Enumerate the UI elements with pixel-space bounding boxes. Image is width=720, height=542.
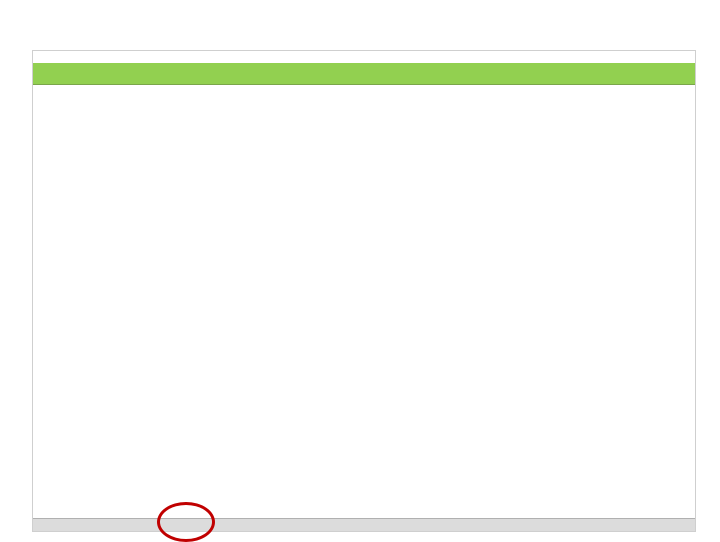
spreadsheet (32, 50, 696, 532)
sheet-banner-title (33, 63, 695, 85)
highlight-ellipse (157, 502, 215, 542)
sheet-tab-bar (33, 518, 695, 531)
